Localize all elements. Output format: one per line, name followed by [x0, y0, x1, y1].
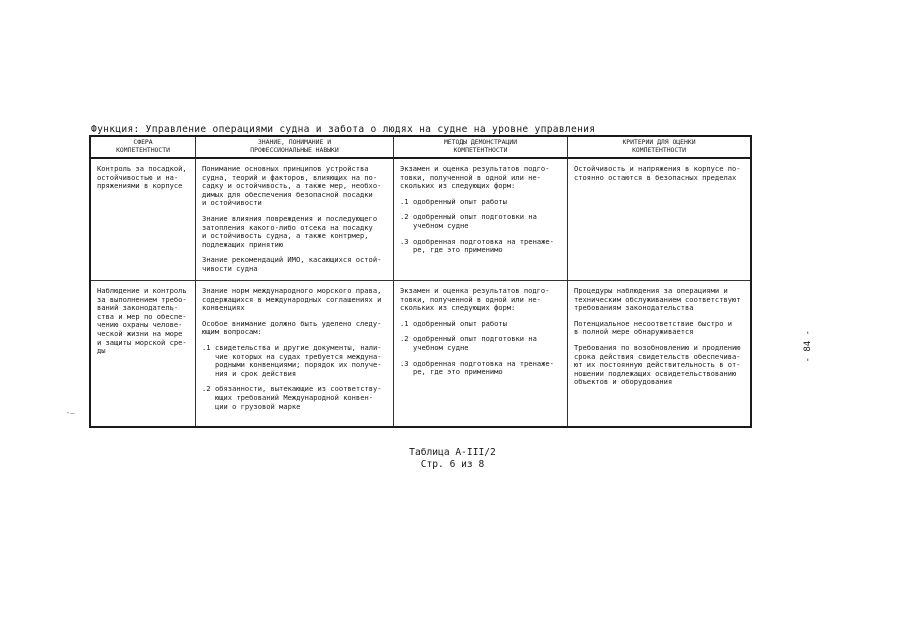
row1-knowledge-para: Знание рекомендаций ИМО, касающихся остой- чивости судна	[202, 255, 382, 273]
row2-knowledge-item	[202, 385, 388, 411]
item-number: .3	[400, 358, 409, 368]
row1-criteria	[568, 159, 750, 281]
row1-knowledge-para: Знание влияния повреждения и последующего затопления какого-либо отсека на посадку и остойчивость судна, а также контрмер, подлежащих принятию	[202, 213, 378, 249]
item-text: одобренный опыт работы	[413, 196, 507, 206]
header-competence-area: СФЕРА КОМПЕТЕНТНОСТИ	[91, 137, 196, 159]
table-caption: Таблица А-III/2	[409, 447, 496, 458]
header-knowledge: ЗНАНИЕ, ПОНИМАНИЕ И ПРОФЕССИОНАЛЬНЫЕ НАВЫКИ	[196, 137, 394, 159]
competence-table	[89, 135, 752, 428]
row1-knowledge	[196, 159, 394, 281]
row2-method-item	[400, 335, 562, 352]
row2-method-item	[400, 360, 562, 377]
row2-knowledge-para: Знание норм международного морского права, содержащихся в международных соглашениях и конвенциях	[202, 286, 382, 313]
item-number: .1	[400, 196, 409, 206]
item-number: .1	[202, 342, 211, 352]
row1-competence: Контроль за посадкой, остойчивостью и на- пряжениями в корпусе	[91, 159, 196, 281]
row2-knowledge-item	[202, 344, 388, 378]
item-text: свидетельства и другие документы, нали- чие которых на судах требуется междуна- родными конвенциями; порядок их получе- ния и срок действия	[215, 342, 382, 378]
item-number: .2	[400, 212, 409, 222]
row1-knowledge-para: Понимание основных принципов устройства судна, теорий и факторов, влияющих на по- садку и остойчивость, а также мер, необхо- димых для обеспечения безопасной посадки и остойчивости	[202, 164, 382, 208]
row2-methods	[394, 281, 568, 426]
item-text: обязанности, вытекающие из соответству- ющих требований Международной конвен- ции о грузовой марке	[215, 384, 382, 411]
page-info: Стр. 6 из 8	[420, 459, 485, 470]
item-number: .2	[400, 334, 409, 344]
side-page-number: - 84 -	[803, 330, 813, 363]
row1-method-item	[400, 198, 562, 207]
item-number: .3	[400, 236, 409, 246]
row2-methods-intro: Экзамен и оценка результатов подго- товки, полученной в одной или не- скольких из следующих форм:	[400, 286, 550, 313]
header-methods: МЕТОДЫ ДЕМОНСТРАЦИИ КОМПЕТЕНТНОСТИ	[394, 137, 568, 159]
row2-criteria-para: Потенциальное несоответствие быстро и в полной мере обнаруживается	[574, 318, 733, 337]
item-text: одобренный опыт подготовки на учебном судне	[413, 212, 537, 230]
row1-method-item	[400, 213, 562, 230]
item-text: одобренная подготовка на тренаже- ре, где это применимо	[413, 236, 554, 255]
item-text: одобренная подготовка на тренаже- ре, где это применимо	[413, 358, 554, 377]
header-criteria: КРИТЕРИИ ДЛЯ ОЦЕНКИ КОМПЕТЕНТНОСТИ	[568, 137, 750, 159]
row2-method-item	[400, 320, 562, 329]
item-number: .2	[202, 384, 211, 394]
row2-knowledge-para: Особое внимание должно быть уделено следу- ющим вопросам:	[202, 318, 382, 337]
row1-criteria-para: Остойчивость и напряжения в корпусе по- стоянно остаются в безопасных пределах	[574, 164, 741, 182]
scan-speck: -‒	[66, 409, 75, 417]
row2-criteria-para: Процедуры наблюдения за операциями и техническим обслуживанием соответствуют требованиям законодательства	[574, 286, 741, 313]
row2-knowledge	[196, 281, 394, 426]
row2-criteria-para: Требования по возобновлению и продлению срока действия свидетельств обеспечива- ют их постоянную действительность в от- ношении подлежащих освидетельствованию объектов и оборудования	[574, 342, 741, 387]
item-number: .1	[400, 318, 409, 328]
row1-methods-intro: Экзамен и оценка результатов подго- товки, полученной в одной или не- скольких из следующих форм:	[400, 164, 550, 191]
row2-criteria	[568, 281, 750, 426]
row1-method-item	[400, 238, 562, 255]
row2-competence: Наблюдение и контроль за выполнением требо- ваний законодатель- ства и мер по обеспе- чению охраны челове- ческой жизни на море и защиты морской сре- ды	[91, 281, 196, 426]
row1-methods	[394, 159, 568, 281]
function-title: Функция: Управление операциями судна и забота о людях на судне на уровне управления	[91, 124, 596, 135]
item-text: одобренный опыт работы	[413, 318, 507, 328]
item-text: одобренный опыт подготовки на учебном судне	[413, 334, 537, 352]
